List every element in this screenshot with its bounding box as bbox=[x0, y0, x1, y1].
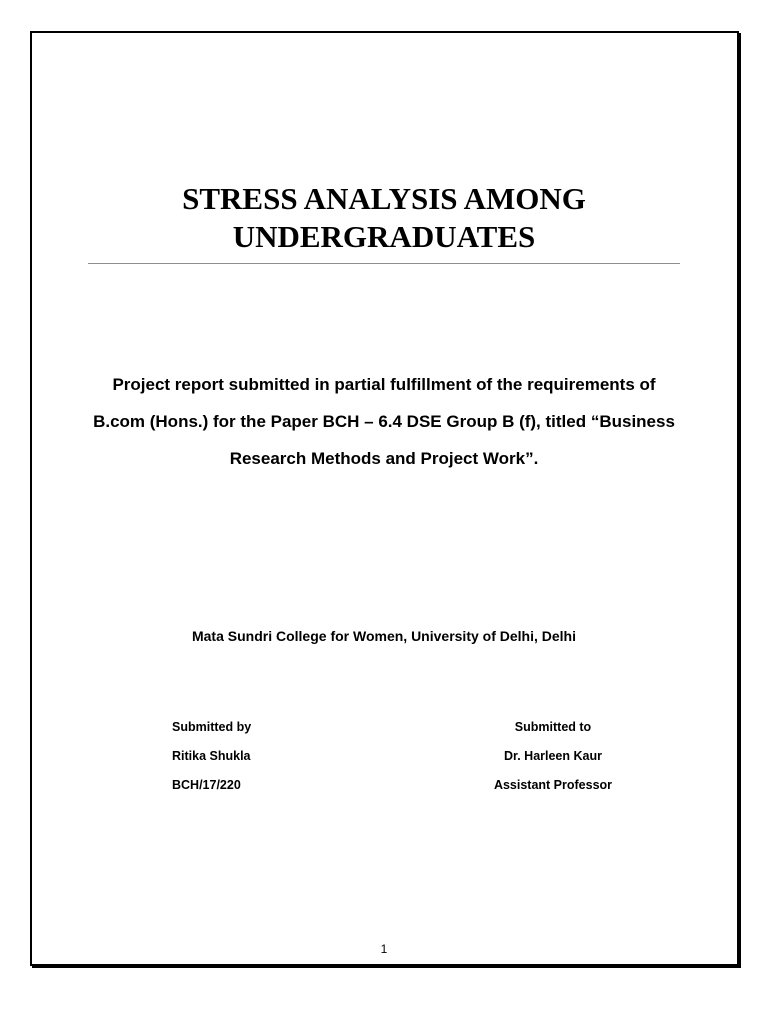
description-line-2: B.com (Hons.) for the Paper BCH – 6.4 DSE Group B (f), titled “Business bbox=[93, 412, 675, 431]
submitted-to-label: Submitted to bbox=[514, 720, 592, 734]
document-title bbox=[60, 180, 708, 256]
description-line-3: Research Methods and Project Work”. bbox=[229, 449, 539, 468]
title-line-1: STRESS ANALYSIS AMONG bbox=[182, 181, 586, 216]
title-line-2: UNDERGRADUATES bbox=[232, 219, 536, 254]
student-name: Ritika Shukla bbox=[172, 749, 251, 763]
submitted-by-label: Submitted by bbox=[172, 720, 252, 734]
title-underline bbox=[88, 263, 680, 264]
supervisor-designation: Assistant Professor bbox=[493, 778, 613, 792]
page-border bbox=[30, 31, 739, 966]
student-roll-number: BCH/17/220 bbox=[172, 778, 241, 792]
college-name: Mata Sundri College for Women, University of Delhi, Delhi bbox=[191, 628, 576, 644]
page-number: 1 bbox=[380, 942, 388, 956]
submitted-to-block bbox=[483, 713, 623, 800]
supervisor-name: Dr. Harleen Kaur bbox=[504, 749, 602, 763]
project-description bbox=[60, 366, 708, 477]
description-line-1: Project report submitted in partial fulfillment of the requirements of bbox=[112, 375, 656, 394]
submitted-by-block bbox=[172, 713, 251, 800]
